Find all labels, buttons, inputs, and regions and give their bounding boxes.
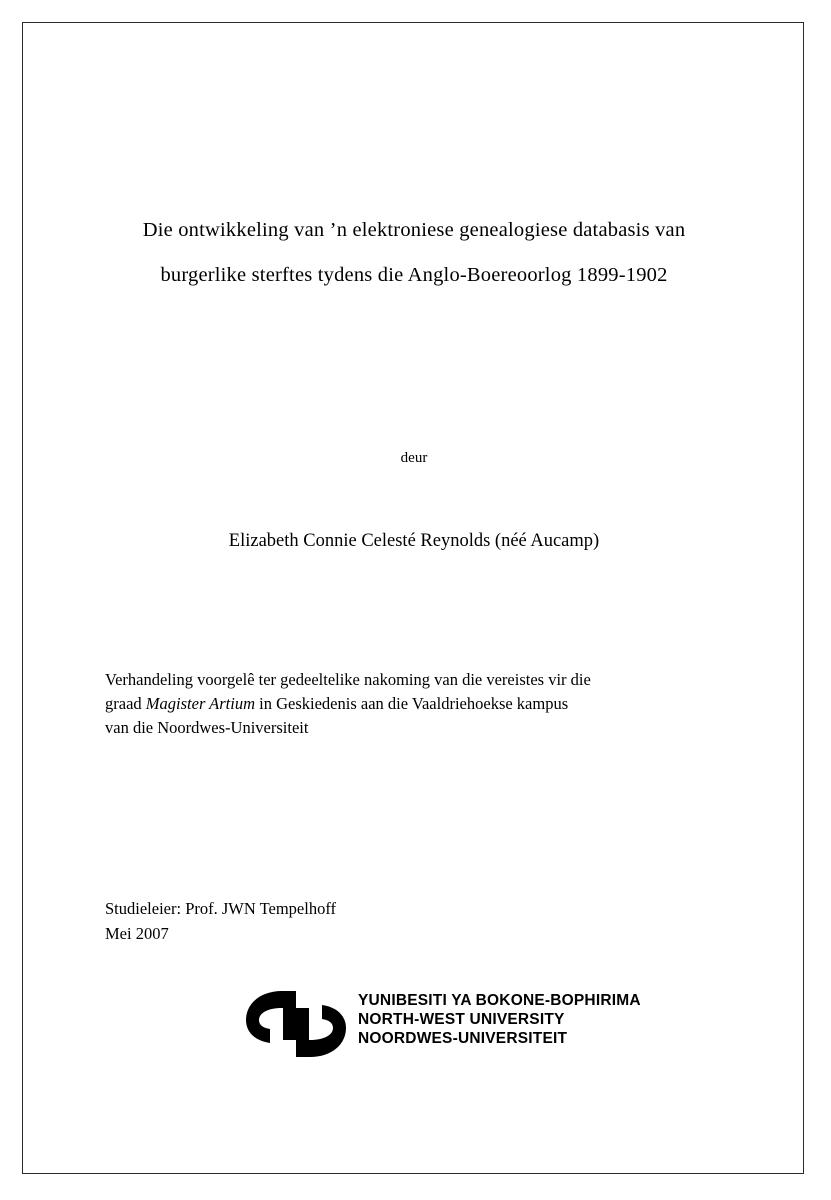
logo-text (358, 991, 641, 1048)
author-name: Elizabeth Connie Celesté Reynolds (néé Aucamp) (228, 531, 600, 551)
degree-statement (105, 668, 723, 740)
page-content (105, 23, 723, 1173)
statement-line-1: Verhandeling voorgelê ter gedeeltelike nakoming van die vereistes vir die (105, 670, 591, 689)
north-west-university-logo-icon (240, 987, 352, 1061)
logo-text-line-2: NORTH-WEST UNIVERSITY (358, 1011, 565, 1028)
supervisor-block (105, 896, 723, 946)
document-page (22, 22, 804, 1174)
degree-name: Magister Artium (145, 694, 256, 713)
statement-line-2-suffix: in Geskiedenis aan die Vaaldriehoekse kampus (255, 694, 569, 713)
supervisor-line: Studieleier: Prof. JWN Tempelhoff (105, 899, 337, 918)
statement-line-2 (105, 692, 723, 716)
logo-text-line-1: YUNIBESITI YA BOKONE-BOPHIRIMA (358, 992, 641, 1009)
title-line-1: Die ontwikkeling van ’n elektroniese genealogiese databasis van (142, 219, 686, 241)
by-word: deur (400, 450, 428, 466)
page-title (105, 208, 723, 298)
university-logo (240, 983, 660, 1065)
statement-line-3: van die Noordwes-Universiteit (105, 718, 309, 737)
title-line-2: burgerlike sterftes tydens die Anglo-Boereoorlog 1899-1902 (160, 264, 668, 286)
logo-text-line-3: NOORDWES-UNIVERSITEIT (358, 1030, 568, 1047)
statement-line-2-prefix: graad (105, 694, 146, 713)
date-line: Mei 2007 (105, 924, 169, 943)
